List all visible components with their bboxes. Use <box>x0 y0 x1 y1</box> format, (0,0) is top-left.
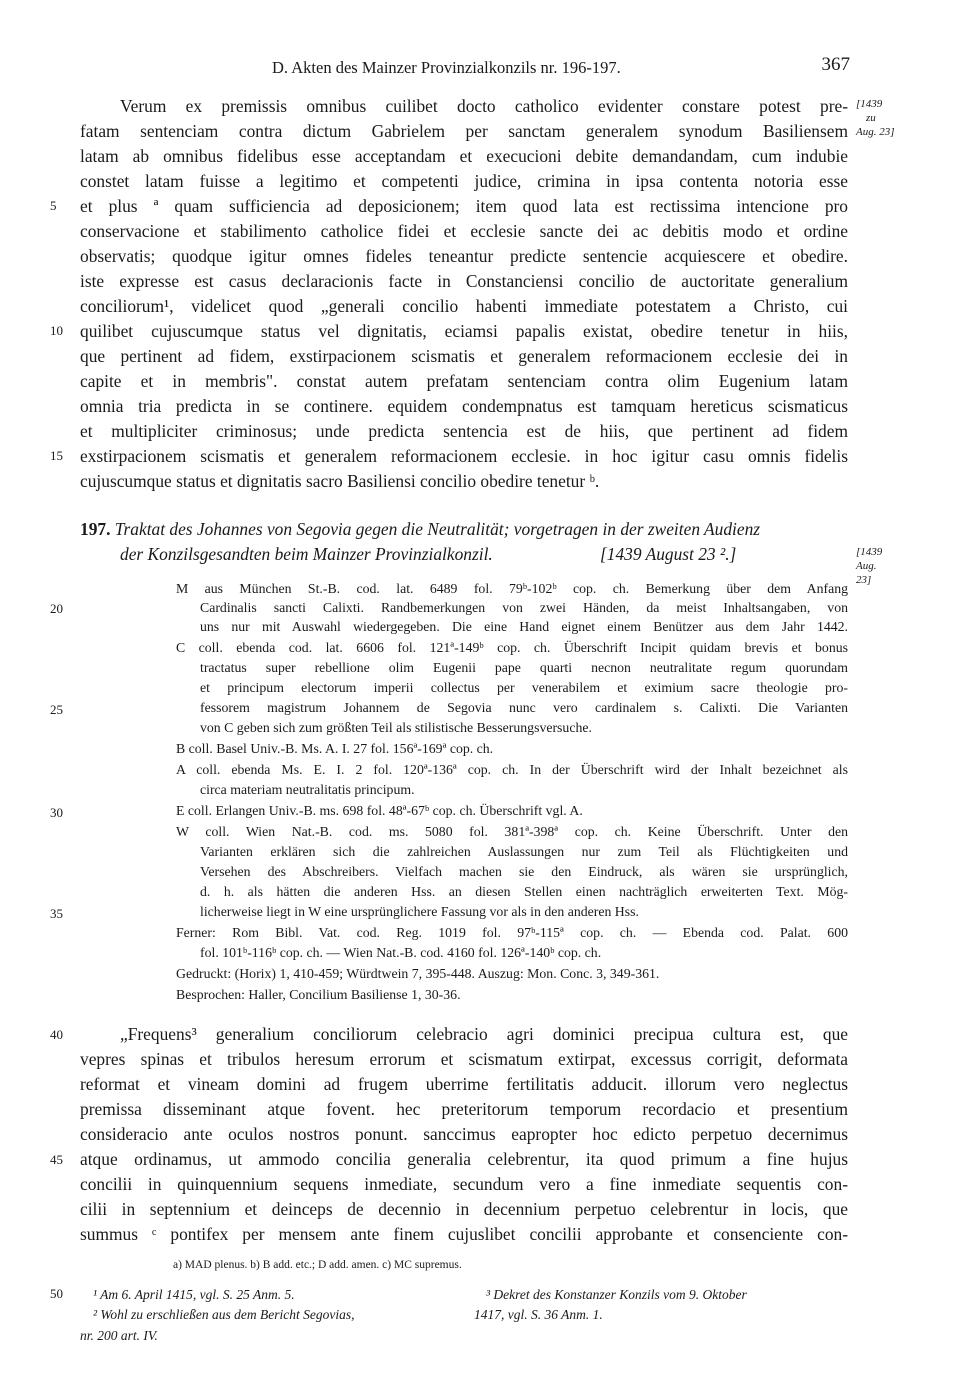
section-title-line1: Traktat des Johannes von Segovia gegen die Neutralität; vorgetragen in der zweiten Audienz <box>114 519 761 539</box>
text-line: cujuscumque status et dignitatis sacro Basiliensi concilio obedire tenetur ᵇ. <box>80 471 600 491</box>
source-line: E coll. Erlangen Univ.-B. ms. 698 fol. 48ª-67ᵇ cop. ch. Überschrift vgl. A. <box>176 803 583 818</box>
line-number: 10 <box>50 323 63 338</box>
source-line: C coll. ebenda cod. lat. 6606 fol. 121ª-149ᵇ cop. ch. Überschrift Incipit quidam brevis et bonus <box>176 640 848 655</box>
section-number: 197. <box>80 519 111 539</box>
source-line: Versehen des Abschreibers. Vielfach machen sie den Eindruck, als wären sie ursprünglich, <box>200 864 848 879</box>
text-line: constet latam fuisse a legitimo et competenti judice, crimina in ipsa contenta notoria esse <box>80 171 848 191</box>
text-line: omnia tria predicta in se continere. equidem condempnatus est tamquam hereticus scismaticus <box>80 396 848 416</box>
source-line: licherweise liegt in W eine ursprünglichere Fassung vor als in den anderen Hss. <box>200 904 639 919</box>
line-number: 35 <box>50 906 63 921</box>
line-number: 20 <box>50 601 63 616</box>
text-line: que pertinent ad fidem, exstirpacionem scismatis et generalem reformacionem ecclesie dei in <box>80 346 848 366</box>
running-title: D. Akten des Mainzer Provinzialkonzils nr. 196-197. <box>272 58 621 77</box>
running-header <box>80 54 850 78</box>
section-heading <box>80 517 848 541</box>
text-line: Verum ex premissis omnibus cuilibet docto catholico evidenter constare potest pre- <box>120 96 848 116</box>
text-line: capite et in membris". constat autem prefatam sentenciam contra olim Eugenium latam <box>80 371 848 391</box>
line-number: 50 <box>50 1286 63 1301</box>
source-line: Gedruckt: (Horix) 1, 410-459; Würdtwein 7, 395-448. Auszug: Mon. Conc. 3, 349-361. <box>176 966 660 981</box>
source-line: W coll. Wien Nat.-B. cod. ms. 5080 fol. 381ª-398ª cop. ch. Keine Überschrift. Unter den <box>176 824 848 839</box>
source-line: B coll. Basel Univ.-B. Ms. A. I. 27 fol. 156ª-169ª cop. ch. <box>176 741 494 756</box>
text-line: et multipliciter criminosus; unde predicta sentencia est de hiis, que pertinent ad fidem <box>80 421 848 441</box>
text-line: observatis; quodque igitur omnes fideles teneantur predicte sentencie acquiescere et obedire. <box>80 246 848 266</box>
text-line: conservacione et stabilimento catholice fidei et ecclesie sancte dei ac debitis modo et ordine <box>80 221 848 241</box>
line-number: 25 <box>50 702 63 717</box>
source-line: A coll. ebenda Ms. E. I. 2 fol. 120ª-136ª cop. ch. In der Überschrift wird der Inhalt bezeichnet als <box>176 762 848 777</box>
source-line: fol. 101ᵇ-116ᵇ cop. ch. — Wien Nat.-B. cod. 4160 fol. 126ª-140ᵇ cop. ch. <box>200 945 602 960</box>
line-number: 40 <box>50 1027 63 1042</box>
text-line: „Frequens³ generalium conciliorum celebracio agri dominici precipua cultura est, que <box>120 1024 848 1044</box>
text-line: atque ordinamus, ut ammodo concilia generalia celebrentur, ita quod primum a fine hujus <box>80 1149 848 1169</box>
line-number: 5 <box>50 198 57 213</box>
source-line: fessorem magistrum Johannem de Segovia nunc vero cardinalem s. Calixti. Die Varianten <box>200 700 848 715</box>
text-line: quilibet cujuscumque status vel dignitatis, eciamsi papalis existat, obedire tenetur in hiis, <box>80 321 848 341</box>
text-line: concilii in quinquennium sequens inmediate, secundum vero a fine inmediate sequentis con- <box>80 1174 848 1194</box>
text-line: reformat et vineam domini ad frugem uberrime fertilitatis adducit. illorum vero neglectus <box>80 1074 848 1094</box>
line-number: 45 <box>50 1152 63 1167</box>
text-line: consideracio ante oculos nostros ponunt. sanccimus eapropter hoc edicto perpetuo decernimus <box>80 1124 848 1144</box>
margin-date-top: [1439 zu Aug. 23] <box>856 98 895 138</box>
page-number: 367 <box>821 54 850 75</box>
footnote-3-cont: 1417, vgl. S. 36 Anm. 1. <box>474 1307 603 1322</box>
footnote-2-cont: nr. 200 art. IV. <box>80 1328 158 1343</box>
source-line: Cardinalis sancti Calixti. Randbemerkungen von zwei Händen, da meist Inhaltsangaben, von <box>200 600 848 615</box>
source-line: von C geben sich zum größten Teil als stilistische Besserungsversuche. <box>200 720 592 735</box>
text-line: vepres spinas et tribulos heresum errorum et scismatum extirpat, excessus corrigit, deformata <box>80 1049 848 1069</box>
section-heading-line2: der Konzilsgesandten beim Mainzer Provinzialkonzil. <box>120 544 493 564</box>
footnote-1: ¹ Am 6. April 1415, vgl. S. 25 Anm. 5. <box>93 1287 295 1302</box>
text-line: fatam sentenciam contra dictum Gabrielem per sanctam generalem synodum Basiliensem <box>80 121 848 141</box>
source-line: tractatus super rebellione olim Eugenii pape quarti necnon neutralitate regum quorundam <box>200 660 848 675</box>
text-line: summus ᶜ pontifex per mensem ante finem cujuslibet concilii approbante et consenciente con- <box>80 1224 848 1244</box>
section-date: [1439 August 23 ².] <box>600 544 737 564</box>
source-line: circa materiam neutralitatis principum. <box>200 782 415 797</box>
text-line: conciliorum¹, videlicet quod „generali concilio habenti immediate potestatem a Christo, cui <box>80 296 848 316</box>
source-line: M aus München St.-B. cod. lat. 6489 fol. 79ᵇ-102ᵇ cop. ch. Bemerkung über dem Anfang <box>176 581 848 596</box>
text-line: et plus ª quam sufficiencia ad deposicionem; item quod lata est rectissima intencione pro <box>80 196 848 216</box>
source-line: uns nur mit Auswahl wiedergegeben. Die eine Hand eignet einem Benützer aus dem Jahr 1442. <box>200 619 848 634</box>
source-line: Varianten erklären sich die zahlreichen Auslassungen nur zum Teil als Flüchtigkeiten und <box>200 844 848 859</box>
footnote-3: ³ Dekret des Konstanzer Konzils vom 9. Oktober <box>486 1287 747 1302</box>
text-line: exstirpacionem scismatis et generalem reformacionem ecclesie. in hoc igitur casu omnis fidelis <box>80 446 848 466</box>
text-line: latam ab omnibus fidelibus esse acceptandam et execucioni debite demandandam, cum indubie <box>80 146 848 166</box>
variant-notes: a) MAD plenus. b) B add. etc.; D add. amen. c) MC supremus. <box>173 1259 462 1271</box>
text-line: cilii in septennium et deinceps de decennio in decennium perpetuo celebrentur in locis, que <box>80 1199 848 1219</box>
source-line: Besprochen: Haller, Concilium Basiliense 1, 30-36. <box>176 987 461 1002</box>
source-line: et principum electorum imperii collectus per venerabilem et eximium sacre theologie pro- <box>200 680 848 695</box>
text-line: iste expresse est casus declaracionis facte in Constanciensi concilio de auctoritate generalium <box>80 271 848 291</box>
text-line: premissa disseminant atque fovent. hec preteritorum temporum recordacio et presentium <box>80 1099 848 1119</box>
source-line: Ferner: Rom Bibl. Vat. cod. Reg. 1019 fol. 97ᵇ-115ª cop. ch. — Ebenda cod. Palat. 600 <box>176 925 848 940</box>
source-line: d. h. als hätten die anderen Hss. an diesen Stellen einen nachträglich erweiterten Text. Mög- <box>200 884 848 899</box>
footnote-2: ² Wohl zu erschließen aus dem Bericht Segovias, <box>93 1307 355 1322</box>
line-number: 30 <box>50 805 63 820</box>
margin-date-section: [1439 Aug. 23] <box>856 546 883 586</box>
line-number: 15 <box>50 448 63 463</box>
